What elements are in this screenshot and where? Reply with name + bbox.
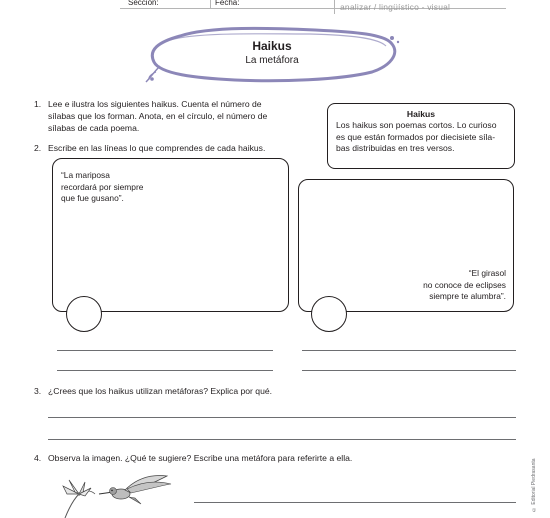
haiku1-drawing-box[interactable] bbox=[52, 158, 289, 312]
haiku1-poem: “La mariposa recordará por siempre que fue gusano”. bbox=[61, 170, 144, 203]
header-divider bbox=[210, 0, 211, 8]
item2-text: Escribe en las líneas lo que comprendes de cada haikus. bbox=[48, 143, 266, 153]
item4-text: Observa la imagen. ¿Qué te sugiere? Escribe una metáfora para referirte a ella. bbox=[48, 453, 353, 463]
info-box-title: Haikus bbox=[406, 109, 436, 119]
haiku1-syllable-circle[interactable] bbox=[66, 296, 102, 332]
info-box bbox=[327, 103, 515, 169]
publisher-credit: © Editorial Piedrasanta bbox=[531, 458, 537, 512]
info-line: bas distribuidas en tres versos. bbox=[336, 143, 455, 154]
date-label: Fecha: bbox=[215, 0, 240, 7]
info-line: es que están formados por diecisiete síla- bbox=[336, 131, 496, 142]
hummingbird-illustration bbox=[99, 476, 171, 504]
item1-line: Lee e ilustra los siguientes haikus. Cuenta el número de bbox=[48, 99, 262, 109]
item3-text: ¿Crees que los haikus utilizan metáforas? Explica por qué. bbox=[48, 386, 273, 396]
haiku2-drawing-box[interactable] bbox=[298, 179, 514, 312]
haiku2-poem: “El girasol no conoce de eclipses siempre te alumbra”. bbox=[423, 268, 506, 301]
info-box-body bbox=[328, 120, 514, 155]
item3-number: 3. bbox=[34, 386, 42, 396]
item1-line: sílabas que los forman. Anota, en el círculo, el número de bbox=[48, 111, 268, 122]
item4-answer-line[interactable] bbox=[194, 502, 516, 503]
section-label: Sección: bbox=[128, 0, 159, 7]
flower-illustration bbox=[55, 472, 185, 518]
info-line: Los haikus son poemas cortos. Lo curioso bbox=[336, 120, 497, 131]
item1-number: 1. bbox=[34, 99, 42, 109]
item3-answer-line[interactable] bbox=[48, 439, 516, 440]
haiku2-answer-line[interactable] bbox=[302, 370, 516, 371]
item3-answer-line[interactable] bbox=[48, 417, 516, 418]
item1-text bbox=[48, 98, 303, 135]
worksheet-subtitle: La metáfora bbox=[245, 55, 299, 66]
haiku1-answer-line[interactable] bbox=[57, 350, 273, 351]
worksheet-title: Haikus bbox=[252, 39, 292, 53]
header-divider-2 bbox=[334, 0, 335, 14]
haiku2-syllable-circle[interactable] bbox=[311, 296, 347, 332]
item4-number: 4. bbox=[34, 453, 42, 463]
skills-label: analizar / lingüístico - visual bbox=[340, 2, 451, 12]
item1-line: sílabas de cada poema. bbox=[48, 123, 140, 134]
item2-number: 2. bbox=[34, 143, 42, 153]
haiku2-answer-line[interactable] bbox=[302, 350, 516, 351]
haiku1-answer-line[interactable] bbox=[57, 370, 273, 371]
